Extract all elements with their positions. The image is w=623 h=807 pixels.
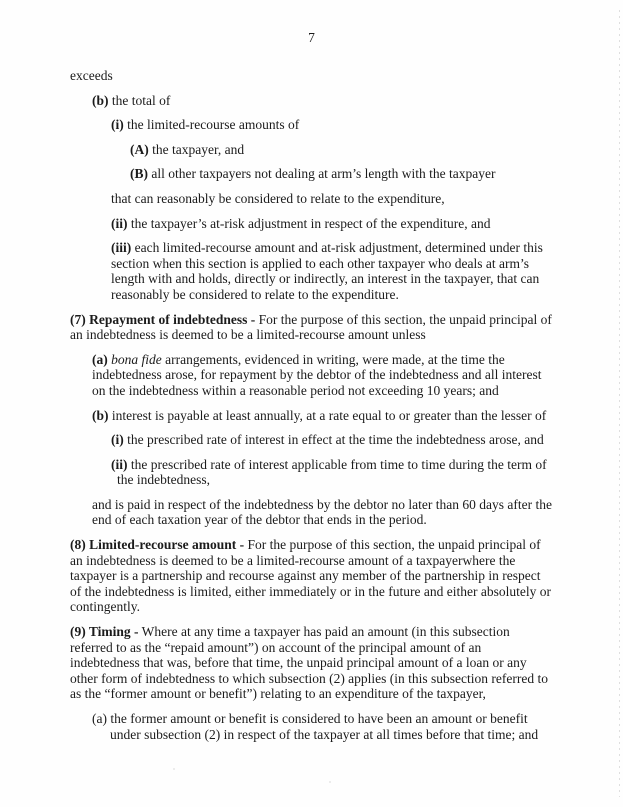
list-label: (ii) xyxy=(111,456,128,472)
paragraph xyxy=(70,497,554,528)
paragraph xyxy=(70,432,554,448)
paragraph xyxy=(70,352,554,399)
text-run: the taxpayer’s at-risk adjustment in respect of the expenditure, and xyxy=(127,215,491,231)
list-label: (i) xyxy=(111,117,124,133)
text-run: each limited-recourse amount and at-risk adjustment, determined under this section when this section is applied to each other taxpayer who deals at arm’s length with and holds, directly or indirectly, an interest in the taxpayer, that can reasonably be considered to relate to the expenditure. xyxy=(111,240,543,302)
list-label: (9) Timing - xyxy=(70,624,139,640)
list-label: (ii) xyxy=(111,215,128,231)
paragraph xyxy=(70,537,554,615)
list-label: (b) xyxy=(92,92,109,108)
list-label: (A) xyxy=(130,141,149,157)
text-run: the prescribed rate of interest in effect at the time the indebtedness arose, and xyxy=(123,432,544,448)
paragraph xyxy=(70,624,554,702)
text-run: arrangements, evidenced in writing, were made, at the time the indebtedness arose, for repayment by the debtor of the indebtedness and all interest on the indebtedness within a reasonable period not exceeding 10 years; and xyxy=(92,351,542,398)
document-body xyxy=(70,68,554,751)
paragraph xyxy=(70,117,554,133)
list-label: (b) xyxy=(92,407,109,423)
text-run: bona fide xyxy=(111,351,162,367)
text-run: For the purpose of this section, the unpaid principal of an indebtedness is deemed to be a limited-recourse amount of a taxpayerwhere the taxpayer is a partnership and recourse against any member of the partnership in respect of the indebtedness is limited, either immediately or in the future and either absolutely or contingently. xyxy=(70,537,551,615)
list-label: (7) Repayment of indebtedness - xyxy=(70,311,256,327)
list-label: (a) xyxy=(92,351,108,367)
paragraph xyxy=(70,216,554,232)
list-label: (B) xyxy=(130,166,148,182)
scan-speck xyxy=(173,768,175,770)
text-run: all other taxpayers not dealing at arm’s length with the taxpayer xyxy=(148,166,496,182)
paragraph xyxy=(70,457,554,488)
text-run: exceeds xyxy=(70,68,113,83)
text-run: the taxpayer, and xyxy=(148,141,245,157)
text-run: the total of xyxy=(108,92,171,108)
text-run: For the purpose of this section, the unpaid principal of an indebtedness is deemed to be a limited-recourse amount unless xyxy=(70,311,552,343)
paragraph xyxy=(70,166,554,182)
paragraph xyxy=(70,408,554,424)
paragraph xyxy=(70,142,554,158)
paragraph xyxy=(70,711,554,742)
page-number: 7 xyxy=(308,30,315,45)
text-run: interest is payable at least annually, at a rate equal to or greater than the lesser of xyxy=(108,407,547,423)
text-run: the prescribed rate of interest applicable from time to time during the term of the indebtedness, xyxy=(117,456,547,488)
text-run: the former amount or benefit is considered to have been an amount or benefit under subsection (2) in respect of the taxpayer at all times before that time; and xyxy=(106,711,539,742)
paragraph xyxy=(70,93,554,109)
scan-speck xyxy=(460,699,462,701)
text-run: (a) xyxy=(92,711,107,726)
paragraph xyxy=(70,240,554,302)
text-run: that can reasonably be considered to relate to the expenditure, xyxy=(111,190,445,206)
paragraph xyxy=(70,68,554,84)
list-label: (i) xyxy=(111,432,124,448)
paragraph xyxy=(70,191,554,207)
list-label: (8) Limited-recourse amount - xyxy=(70,537,245,553)
paragraph xyxy=(70,312,554,343)
list-label: (iii) xyxy=(111,240,132,256)
text-run: Where at any time a taxpayer has paid an amount (in this subsection referred to as the “repaid amount”) on account of the principal amount of an indebtedness that was, before that time, the unpaid principal amount of a loan or any other form of indebtedness to which subsection (2) applies (in this subsection referred to as the “former amount or benefit”) relating to an expenditure of the taxpayer, xyxy=(70,624,549,702)
scan-speck xyxy=(329,781,331,783)
text-run: and is paid in respect of the indebtedness by the debtor no later than 60 days after the end of each taxation year of the debtor that ends in the period. xyxy=(92,496,552,528)
text-run: the limited-recourse amounts of xyxy=(123,117,300,133)
